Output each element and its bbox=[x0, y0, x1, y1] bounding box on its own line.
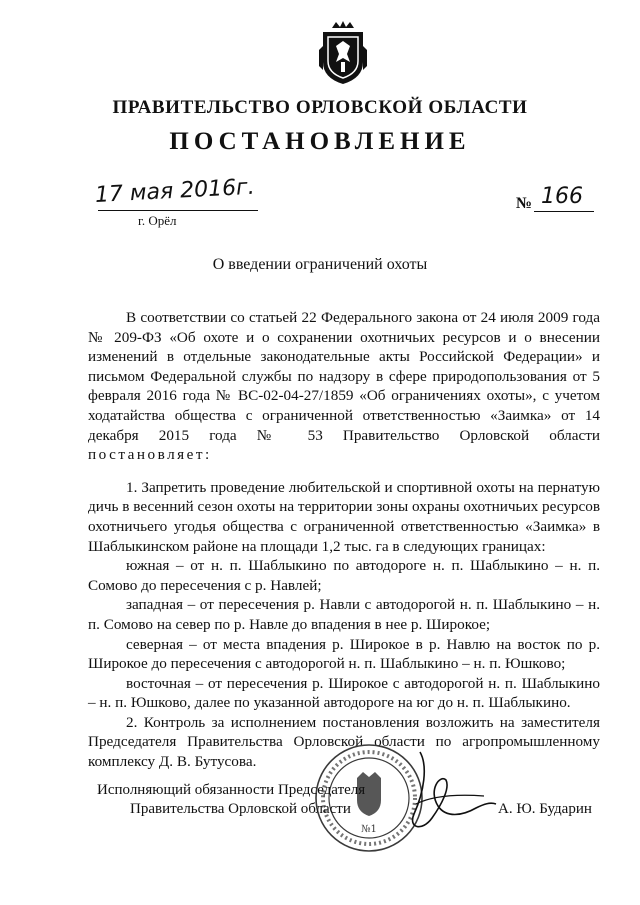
signer-position-line2: Правительства Орловской области bbox=[130, 801, 351, 817]
text-line: и письмом Федеральной службы по надзору в сфере природопользования bbox=[88, 348, 601, 385]
signer-name: А. Ю. Бударин bbox=[498, 801, 592, 817]
text-line: Председателя Правительства Орловской области по агропромышленному bbox=[88, 733, 600, 751]
stamp-number: №1 bbox=[361, 824, 377, 835]
document-subject: О введении ограничений охоты bbox=[212, 256, 428, 273]
border-south bbox=[88, 556, 600, 595]
document-type: ПОСТАНОВЛЕНИЕ bbox=[169, 128, 471, 155]
document-body bbox=[88, 308, 600, 772]
preamble-paragraph bbox=[88, 308, 600, 445]
signer-position-line1: Исполняющий обязанности Председателя bbox=[97, 782, 366, 798]
text-line: южная – от н. п. Шаблыкино по автодороге н. п. Шаблыкино – bbox=[126, 557, 563, 575]
text-line: н. п. Сомово до пересечения с р. Навлей; bbox=[88, 557, 600, 594]
resolves-word: постановляет: bbox=[88, 446, 212, 464]
date-underline bbox=[98, 210, 258, 211]
text-line: н. п. Сомово на север по р. Навле до впадения в нее р. Широкое; bbox=[88, 596, 601, 633]
number-underline bbox=[534, 211, 594, 212]
text-line: восточная – от пересечения р. Широкое с автодорогой н. п. Шаблыкино – bbox=[88, 674, 600, 712]
text-line: в Шаблыкинском районе на площади 1,2 тыс. га в следующих границах: bbox=[88, 517, 600, 555]
coat-of-arms-icon bbox=[318, 20, 368, 86]
text-line: западная – от пересечения р. Навли с автодорогой н. п. Шаблыкино – bbox=[126, 596, 584, 614]
resolves-line bbox=[88, 445, 600, 465]
handwritten-signature bbox=[380, 744, 500, 844]
document-city: г. Орёл bbox=[138, 213, 177, 228]
document-number: 166 bbox=[541, 184, 583, 209]
text-line: В соответствии со статьей 22 Федерального закона от 24 июля 2009 года bbox=[126, 309, 600, 326]
border-east bbox=[88, 674, 600, 713]
border-west bbox=[88, 595, 600, 634]
government-title: ПРАВИТЕЛЬСТВО ОРЛОВСКОЙ ОБЛАСТИ bbox=[112, 97, 528, 118]
text-line: н. п. Юшково, далее по указанной автодороге на юг до н. п. Шаблыкино. bbox=[99, 694, 571, 712]
text-line: от 5 февраля 2016 года № ВС-02-04-27/1859 «Об ограничениях охоты», bbox=[88, 367, 600, 405]
text-line: по р. Широкое до пересечения с автодорогой н. п. Шаблыкино – н. п. Юшково; bbox=[88, 635, 600, 673]
text-line: охотничьего угодья общества с ограниченной ответственностью «Заимка» bbox=[88, 517, 587, 535]
document-date: 17 мая 2016г. bbox=[94, 174, 256, 208]
text-line: комплексу Д. В. Бутусова. bbox=[88, 753, 257, 771]
text-line: 1. Запретить проведение любительской и спортивной охоты на пернатую bbox=[126, 478, 600, 496]
text-line: дичь в весенний сезон охоты на территории зоны охраны охотничьих ресурсов bbox=[88, 498, 600, 516]
text-line: 2. Контроль за исполнением постановления возложить на заместителя bbox=[126, 713, 600, 731]
text-line: № 209-ФЗ «Об охоте и о сохранении охотничьих ресурсов и о внесении bbox=[88, 328, 600, 346]
text-line: изменений в отдельные законодательные акты Российской Федерации» bbox=[88, 348, 583, 366]
number-label: № bbox=[516, 195, 533, 212]
item-1-paragraph bbox=[88, 478, 600, 556]
text-line: от 14 декабря 2015 года № 53 Правительство Орловской области bbox=[88, 406, 601, 444]
text-line: северная – от места впадения р. Широкое в р. Навлю на восток bbox=[126, 635, 561, 653]
text-line: с учетом ходатайства общества с ограниченной ответственностью «Заимка» bbox=[88, 387, 600, 424]
border-north bbox=[88, 635, 600, 674]
